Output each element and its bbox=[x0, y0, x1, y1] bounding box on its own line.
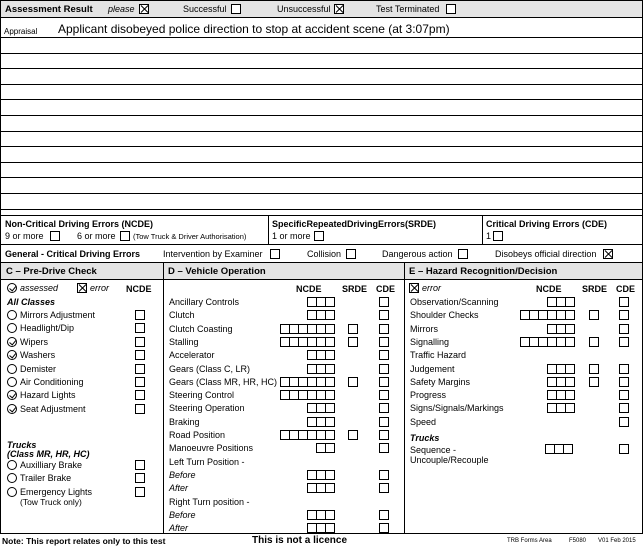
e-item-label: Traffic Hazard bbox=[410, 350, 467, 360]
c-ncde-box[interactable] bbox=[135, 377, 145, 387]
e-ncde-box[interactable] bbox=[565, 337, 575, 347]
e-item-label: Judgement bbox=[410, 364, 455, 374]
successful-checkbox[interactable] bbox=[231, 4, 241, 14]
e-cde-box[interactable] bbox=[619, 403, 629, 413]
assessed-circle[interactable] bbox=[7, 350, 17, 360]
sequence-cde-box[interactable] bbox=[619, 444, 629, 454]
assessed-circle[interactable] bbox=[7, 310, 17, 320]
d-ncde-box-group bbox=[307, 417, 335, 427]
e-srde-box[interactable] bbox=[589, 337, 599, 347]
section-e-title: E – Hazard Recognition/Decision bbox=[409, 266, 558, 277]
ncde-row-bottom bbox=[0, 244, 643, 245]
sequence-ncde-boxes bbox=[545, 444, 573, 454]
srde-cde-divider bbox=[482, 215, 483, 244]
border-bottom bbox=[0, 533, 643, 534]
e-item-label: Shoulder Checks bbox=[410, 310, 479, 320]
d-cde-box[interactable] bbox=[379, 483, 389, 493]
d-ncde-box[interactable] bbox=[325, 310, 335, 320]
assessed-circle[interactable] bbox=[7, 377, 17, 387]
e-ncde-box[interactable] bbox=[565, 364, 575, 374]
d-ncde-box-group bbox=[316, 443, 335, 453]
d-cde-box[interactable] bbox=[379, 377, 389, 387]
d-item-label: After bbox=[169, 523, 189, 533]
e-ncde-box-group bbox=[547, 390, 575, 400]
e-item-label: Observation/Scanning bbox=[410, 297, 499, 307]
header-divider bbox=[0, 17, 643, 18]
disobeys-label: Disobeys official direction bbox=[495, 249, 597, 259]
c-item-label: Hazard Lights bbox=[20, 390, 76, 400]
d-item-label: Before bbox=[169, 470, 196, 480]
intervention-checkbox[interactable] bbox=[270, 249, 280, 259]
c-ncde-box[interactable] bbox=[135, 310, 145, 320]
e-ncde-box-group bbox=[547, 297, 575, 307]
e-item-label: Signs/Signals/Markings bbox=[410, 403, 504, 413]
appraisal-rule bbox=[0, 99, 643, 100]
d-srde-box[interactable] bbox=[348, 337, 358, 347]
section-d-title: D – Vehicle Operation bbox=[168, 266, 266, 277]
footer-note: Note: This report relates only to this test bbox=[2, 536, 166, 546]
d-cde-box[interactable] bbox=[379, 417, 389, 427]
c-item-label: Air Conditioning bbox=[20, 377, 84, 387]
assessed-circle[interactable] bbox=[7, 390, 17, 400]
d-item-label: Stalling bbox=[169, 337, 199, 347]
test-terminated-checkbox[interactable] bbox=[446, 4, 456, 14]
appraisal-rule bbox=[0, 209, 643, 210]
footer-licence: This is not a licence bbox=[252, 535, 348, 546]
c-item-label: Headlight/Dip bbox=[20, 323, 75, 333]
appraisal-text[interactable]: Applicant disobeyed police direction to stop at accident scene (at 3:07pm) bbox=[58, 22, 450, 36]
d-item-label: Accelerator bbox=[169, 350, 215, 360]
d-ncde-box[interactable] bbox=[325, 403, 335, 413]
c-truck-ncde-box[interactable] bbox=[135, 460, 145, 470]
successful-label: Successful bbox=[183, 4, 227, 14]
e-srde-box[interactable] bbox=[589, 377, 599, 387]
unsuccessful-label: Unsuccessful bbox=[277, 4, 331, 14]
d-srde-box[interactable] bbox=[348, 324, 358, 334]
d-srde-box[interactable] bbox=[348, 430, 358, 440]
d-cde-box[interactable] bbox=[379, 443, 389, 453]
e-ncde-box-group bbox=[520, 337, 575, 347]
please-checkbox[interactable] bbox=[139, 4, 149, 14]
d-ncde-box[interactable] bbox=[325, 417, 335, 427]
e-item-label: Speed bbox=[410, 417, 437, 427]
d-cde-box[interactable] bbox=[379, 364, 389, 374]
footer-trb: TRB Forms Area bbox=[507, 538, 552, 544]
appraisal-rule bbox=[0, 115, 643, 116]
d-item-label: Gears (Class C, LR) bbox=[169, 364, 251, 374]
c-truck-label: Trailer Brake bbox=[20, 473, 72, 483]
srde-opt1-label: 1 or more bbox=[272, 231, 311, 241]
e-ncde-box-group bbox=[520, 310, 575, 320]
d-cde-box[interactable] bbox=[379, 350, 389, 360]
trucks-label-c: Trucks bbox=[7, 440, 37, 450]
e-item-label: Progress bbox=[410, 390, 447, 400]
ncde-opt2-checkbox[interactable] bbox=[120, 231, 130, 241]
d-cde-box[interactable] bbox=[379, 523, 389, 533]
section-header-bottom bbox=[0, 279, 643, 280]
uncouple-label: Uncouple/Recouple bbox=[410, 455, 489, 465]
d-cde-box[interactable] bbox=[379, 470, 389, 480]
c-item-label: Demister bbox=[20, 364, 57, 374]
c-ncde-box[interactable] bbox=[135, 390, 145, 400]
e-cde-header: CDE bbox=[616, 284, 636, 294]
d-srde-header: SRDE bbox=[342, 284, 368, 294]
e-ncde-box[interactable] bbox=[565, 324, 575, 334]
ncde-opt2-label: 6 or more bbox=[77, 231, 116, 241]
cde-title: Critical Driving Errors (CDE) bbox=[486, 219, 608, 229]
d-ncde-box[interactable] bbox=[325, 470, 335, 480]
cde-opt1-checkbox[interactable] bbox=[493, 231, 503, 241]
assessed-legend-icon bbox=[7, 283, 17, 293]
e-item-label: Mirrors bbox=[410, 324, 438, 334]
c-truck-ncde-box[interactable] bbox=[135, 473, 145, 483]
ncde-title: Non-Critical Driving Errors (NCDE) bbox=[5, 219, 154, 229]
assessment-result-label: Assessment Result bbox=[5, 4, 93, 15]
test-terminated-label: Test Terminated bbox=[376, 4, 440, 14]
e-item-label: Signalling bbox=[410, 337, 450, 347]
c-d-divider bbox=[163, 262, 164, 533]
unsuccessful-checkbox[interactable] bbox=[334, 4, 344, 14]
e-cde-box[interactable] bbox=[619, 297, 629, 307]
d-cde-box[interactable] bbox=[379, 390, 389, 400]
trucks-sub-c: (Class MR, HR, HC) bbox=[7, 449, 90, 459]
c-item-label: Washers bbox=[20, 350, 56, 360]
c-truck-ncde-box[interactable] bbox=[135, 487, 145, 497]
trucks-label-e: Trucks bbox=[410, 433, 440, 443]
d-item-label: Ancillary Controls bbox=[169, 297, 240, 307]
e-cde-box[interactable] bbox=[619, 417, 629, 427]
sequence-label: Sequence - bbox=[410, 445, 457, 455]
e-srde-header: SRDE bbox=[582, 284, 608, 294]
d-ncde-box-group bbox=[307, 364, 335, 374]
e-error-legend-icon bbox=[409, 283, 419, 293]
d-cde-box[interactable] bbox=[379, 510, 389, 520]
e-ncde-box-group bbox=[547, 364, 575, 374]
c-ncde-box[interactable] bbox=[135, 323, 145, 333]
tow-note: (Tow Truck only) bbox=[20, 497, 82, 507]
appraisal-rule bbox=[0, 146, 643, 147]
d-ncde-box[interactable] bbox=[325, 390, 335, 400]
d-ncde-box[interactable] bbox=[325, 324, 335, 334]
d-ncde-box[interactable] bbox=[325, 337, 335, 347]
d-ncde-box-group bbox=[280, 430, 335, 440]
e-ncde-box-group bbox=[547, 377, 575, 387]
please-label: please bbox=[108, 4, 135, 14]
srde-title: SpecificRepeatedDrivingErrors(SRDE) bbox=[272, 219, 437, 229]
d-ncde-box[interactable] bbox=[325, 377, 335, 387]
d-e-divider bbox=[404, 262, 405, 533]
d-item-label: Steering Control bbox=[169, 390, 235, 400]
d-ncde-box-group bbox=[307, 297, 335, 307]
e-ncde-box[interactable] bbox=[565, 297, 575, 307]
c-truck-label: Auxilliary Brake bbox=[20, 460, 83, 470]
e-cde-box[interactable] bbox=[619, 324, 629, 334]
collision-label: Collision bbox=[307, 249, 342, 259]
appraisal-rule bbox=[0, 53, 643, 54]
d-ncde-box-group bbox=[307, 403, 335, 413]
e-ncde-box[interactable] bbox=[565, 310, 575, 320]
d-ncde-box[interactable] bbox=[325, 510, 335, 520]
d-ncde-box-group bbox=[307, 523, 335, 533]
ncde-opt1-checkbox[interactable] bbox=[50, 231, 60, 241]
e-ncde-box[interactable] bbox=[565, 377, 575, 387]
d-ncde-box[interactable] bbox=[325, 443, 335, 453]
e-ncde-box[interactable] bbox=[565, 403, 575, 413]
d-cde-box[interactable] bbox=[379, 297, 389, 307]
appraisal-label: Appraisal bbox=[4, 27, 38, 36]
all-classes-label: All Classes bbox=[7, 297, 56, 307]
ncde-opt2-note: (Tow Truck & Driver Authorisation) bbox=[133, 232, 247, 241]
d-ncde-box-group bbox=[307, 510, 335, 520]
assessed-circle[interactable] bbox=[7, 364, 17, 374]
d-cde-box[interactable] bbox=[379, 337, 389, 347]
error-legend-icon bbox=[77, 283, 87, 293]
e-error-legend: error bbox=[422, 283, 442, 293]
footer-version: V01 Feb 2015 bbox=[598, 538, 636, 544]
srde-opt1-checkbox[interactable] bbox=[314, 231, 324, 241]
d-cde-box[interactable] bbox=[379, 403, 389, 413]
dangerous-checkbox[interactable] bbox=[458, 249, 468, 259]
truck-assessed-circle[interactable] bbox=[7, 487, 17, 497]
e-cde-box[interactable] bbox=[619, 337, 629, 347]
sequence-ncde-box[interactable] bbox=[563, 444, 573, 454]
d-ncde-box-group bbox=[307, 310, 335, 320]
e-cde-box[interactable] bbox=[619, 377, 629, 387]
assessed-circle[interactable] bbox=[7, 337, 17, 347]
section-c-title: C – Pre-Drive Check bbox=[6, 266, 97, 277]
c-item-label: Mirrors Adjustment bbox=[20, 310, 96, 320]
appraisal-rule bbox=[0, 131, 643, 132]
d-ncde-box-group bbox=[280, 324, 335, 334]
truck-assessed-circle[interactable] bbox=[7, 473, 17, 483]
assessed-circle[interactable] bbox=[7, 404, 17, 414]
d-ncde-box-group bbox=[307, 350, 335, 360]
c-item-label: Wipers bbox=[20, 337, 49, 347]
footer-code: F5080 bbox=[569, 538, 587, 544]
appraisal-bottom bbox=[0, 215, 643, 216]
appraisal-rule bbox=[0, 84, 643, 85]
ncde-srde-divider bbox=[268, 215, 269, 244]
e-ncde-box-group bbox=[547, 324, 575, 334]
e-ncde-box-group bbox=[547, 403, 575, 413]
e-item-label: Safety Margins bbox=[410, 377, 471, 387]
assessed-legend: assessed bbox=[20, 283, 59, 293]
appraisal-rule bbox=[0, 177, 643, 178]
collision-checkbox[interactable] bbox=[346, 249, 356, 259]
d-ncde-box[interactable] bbox=[325, 297, 335, 307]
d-ncde-box-group bbox=[280, 377, 335, 387]
c-ncde-box[interactable] bbox=[135, 350, 145, 360]
d-ncde-box[interactable] bbox=[325, 364, 335, 374]
truck-assessed-circle[interactable] bbox=[7, 460, 17, 470]
ncde-opt1-label: 9 or more bbox=[5, 231, 44, 241]
e-cde-box[interactable] bbox=[619, 364, 629, 374]
dangerous-label: Dangerous action bbox=[382, 249, 453, 259]
e-srde-box[interactable] bbox=[589, 364, 599, 374]
d-item-label: After bbox=[169, 483, 189, 493]
appraisal-rule bbox=[0, 162, 643, 163]
e-ncde-header: NCDE bbox=[536, 284, 562, 294]
cde-opt1-label: 1 bbox=[486, 231, 492, 241]
d-cde-box[interactable] bbox=[379, 324, 389, 334]
d-item-label: Before bbox=[169, 510, 196, 520]
c-ncde-box[interactable] bbox=[135, 404, 145, 414]
d-item-label: Clutch Coasting bbox=[169, 324, 233, 334]
d-ncde-box[interactable] bbox=[325, 523, 335, 533]
c-ncde-header: NCDE bbox=[126, 284, 152, 294]
d-ncde-box-group bbox=[280, 337, 335, 347]
error-legend: error bbox=[90, 283, 110, 293]
d-item-label: Left Turn Position - bbox=[169, 457, 245, 467]
d-cde-box[interactable] bbox=[379, 310, 389, 320]
d-ncde-box[interactable] bbox=[325, 483, 335, 493]
intervention-label: Intervention by Examiner bbox=[163, 249, 263, 259]
d-item-label: Steering Operation bbox=[169, 403, 245, 413]
d-item-label: Clutch bbox=[169, 310, 195, 320]
appraisal-rule bbox=[0, 37, 643, 38]
d-ncde-box-group bbox=[280, 390, 335, 400]
d-item-label: Braking bbox=[169, 417, 200, 427]
d-ncde-header: NCDE bbox=[296, 284, 322, 294]
d-cde-box[interactable] bbox=[379, 430, 389, 440]
d-ncde-box-group bbox=[307, 470, 335, 480]
disobeys-checkbox[interactable] bbox=[603, 249, 613, 259]
c-truck-label: Emergency Lights bbox=[20, 487, 93, 497]
d-ncde-box-group bbox=[307, 483, 335, 493]
appraisal-rule bbox=[0, 193, 643, 194]
e-cde-box[interactable] bbox=[619, 390, 629, 400]
c-ncde-box[interactable] bbox=[135, 364, 145, 374]
assessed-circle[interactable] bbox=[7, 323, 17, 333]
d-item-label: Manoeuvre Positions bbox=[169, 443, 254, 453]
d-item-label: Right Turn position - bbox=[169, 497, 250, 507]
appraisal-rule bbox=[0, 68, 643, 69]
general-title: General - Critical Driving Errors bbox=[5, 249, 141, 259]
d-srde-box[interactable] bbox=[348, 377, 358, 387]
e-ncde-box[interactable] bbox=[565, 390, 575, 400]
c-ncde-box[interactable] bbox=[135, 337, 145, 347]
e-srde-box[interactable] bbox=[589, 310, 599, 320]
d-ncde-box[interactable] bbox=[325, 350, 335, 360]
e-cde-box[interactable] bbox=[619, 310, 629, 320]
d-item-label: Road Position bbox=[169, 430, 226, 440]
c-item-label: Seat Adjustment bbox=[20, 404, 86, 414]
d-item-label: Gears (Class MR, HR, HC) bbox=[169, 377, 278, 387]
d-ncde-box[interactable] bbox=[325, 430, 335, 440]
d-cde-header: CDE bbox=[376, 284, 396, 294]
